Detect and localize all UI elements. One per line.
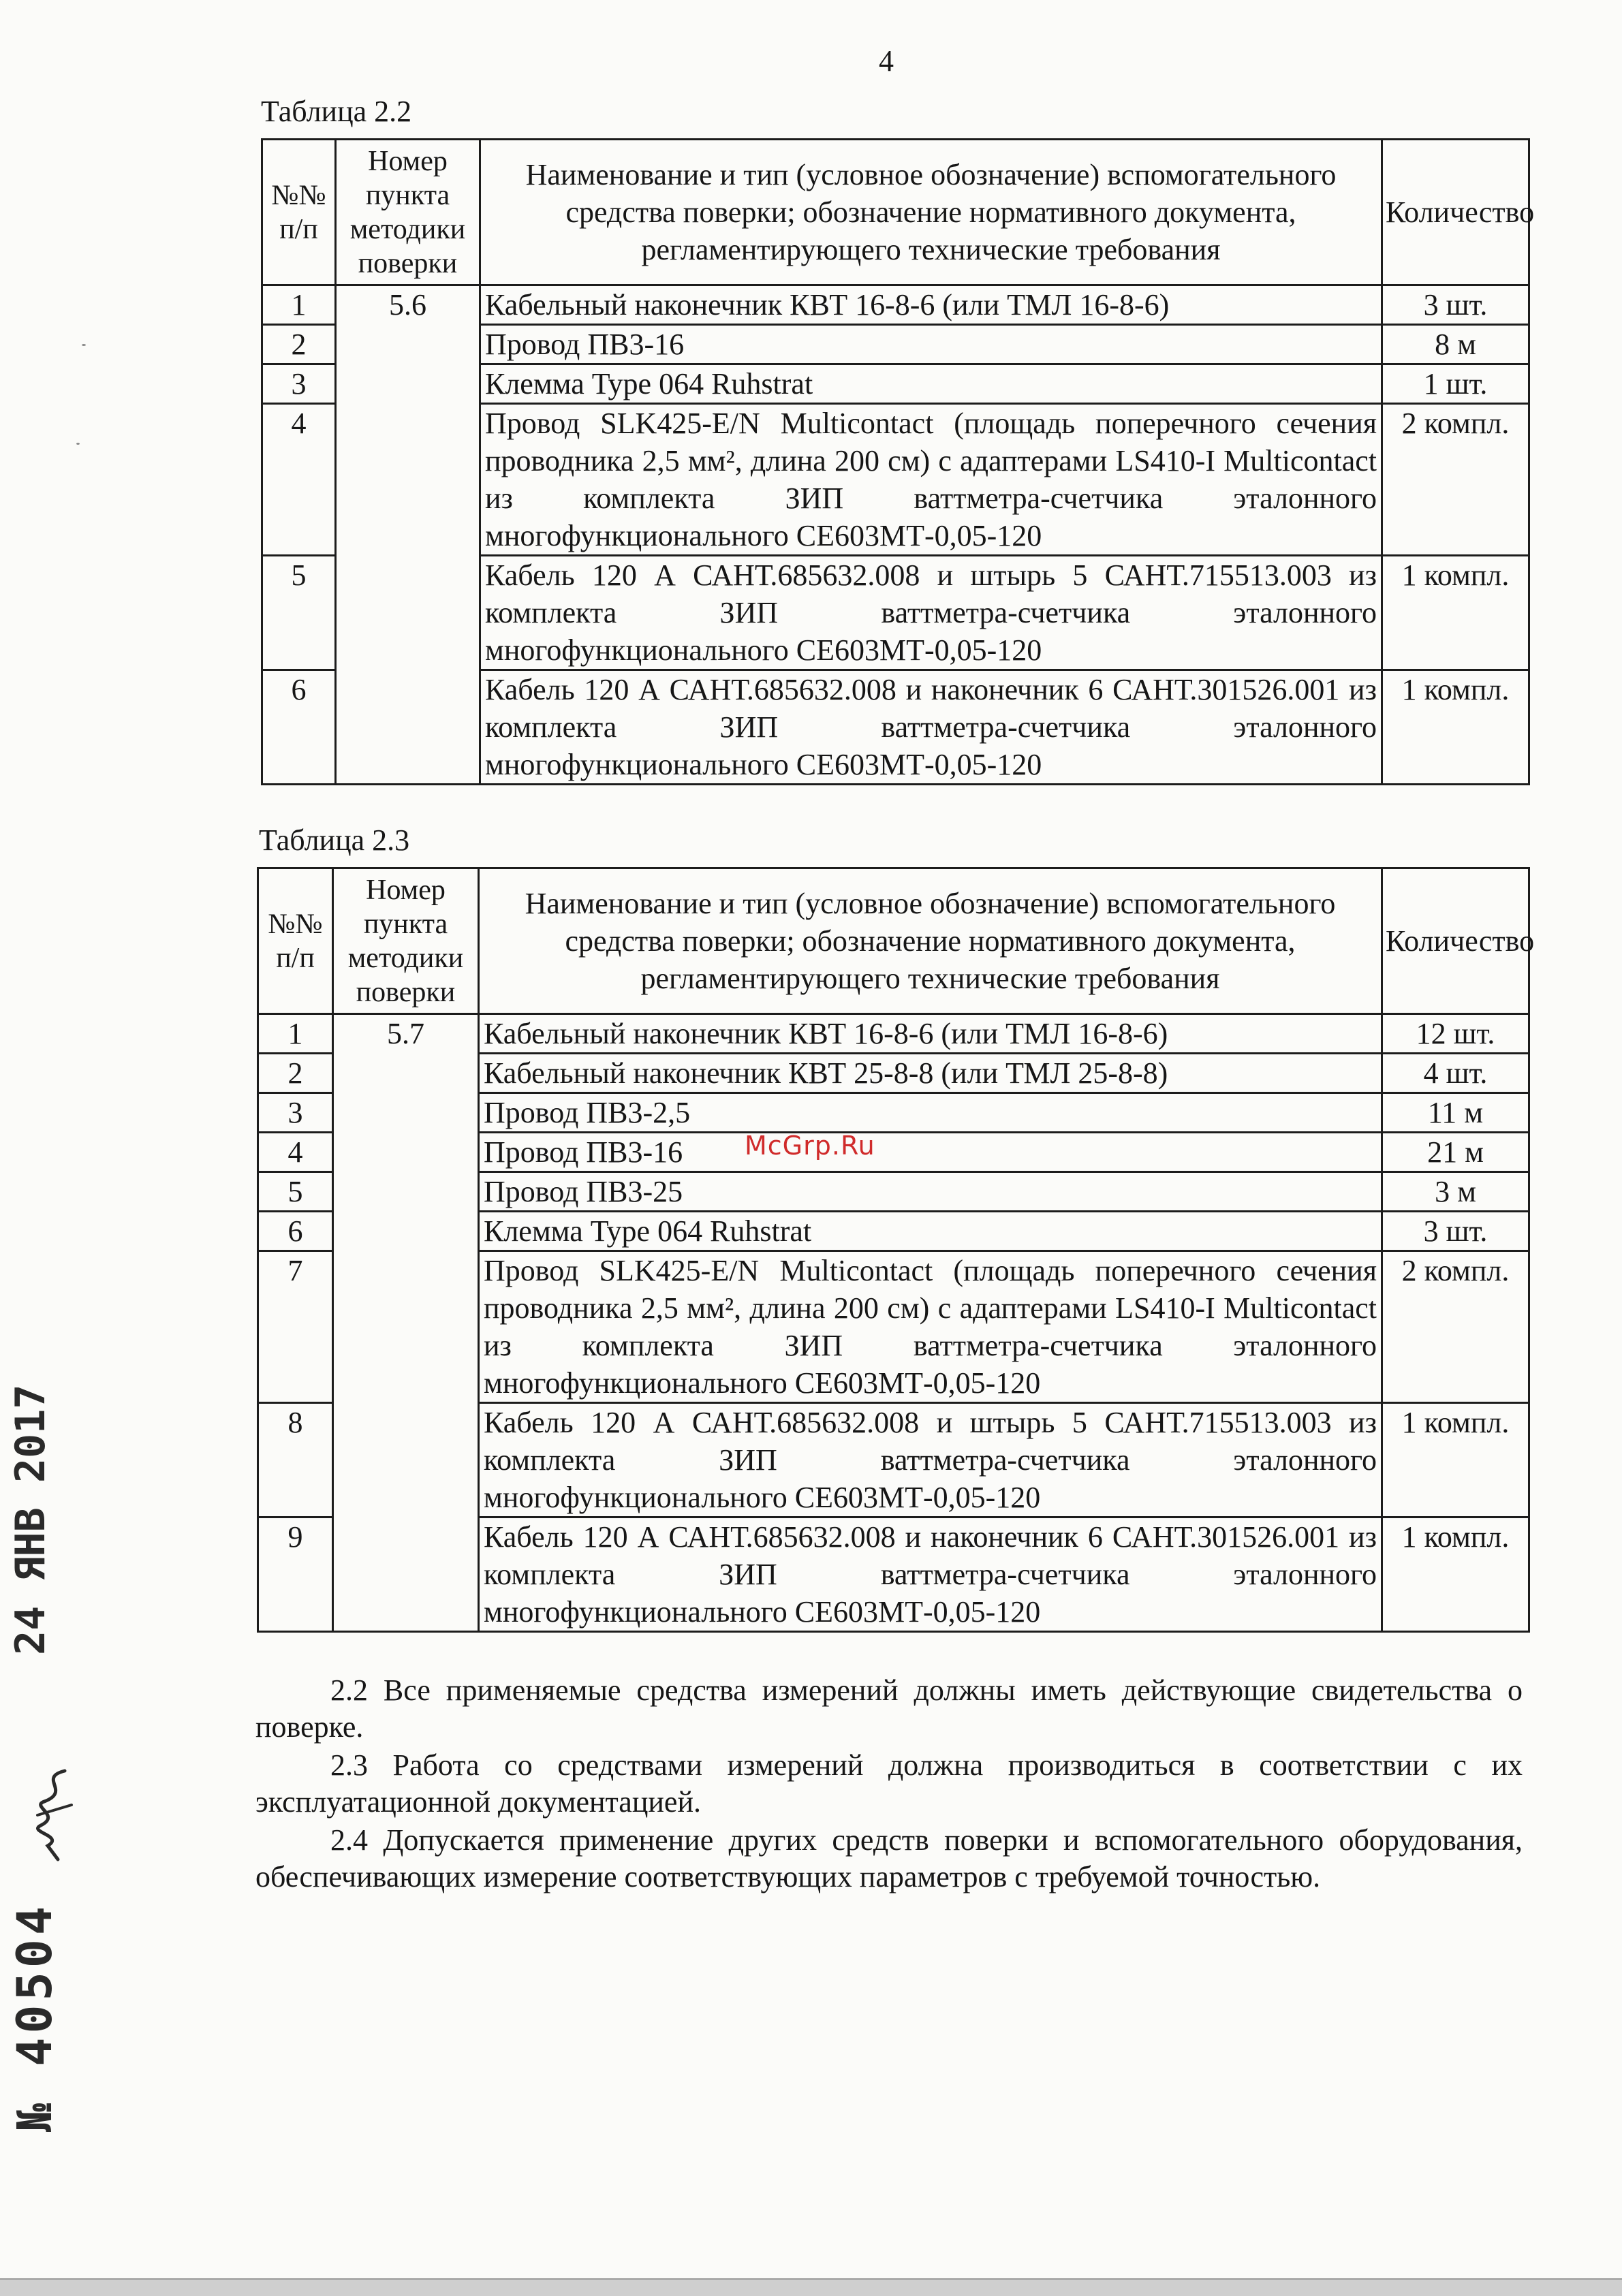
method-item: 5.6 [336, 285, 480, 785]
header-method-item: Номер пункта методики поверки [336, 140, 480, 285]
row-num: 9 [258, 1517, 333, 1632]
row-num: 7 [258, 1251, 333, 1403]
table-2-3 [257, 867, 1535, 1633]
row-qty: 2 компл. [1382, 404, 1529, 556]
row-num: 6 [258, 1212, 333, 1251]
row-num: 2 [262, 325, 336, 364]
table-2-2 [261, 138, 1535, 785]
row-qty: 2 компл. [1382, 1251, 1529, 1403]
row-name: Провод SLK425-E/N Multicontact (площадь поперечного сечения проводника 2,5 мм², длина 200 см) с адаптерами LS410-I Multicontact из комплекта ЗИП ваттметра-счетчика эталонного многофункционального СЕ603МТ-0,05-120 [480, 404, 1382, 556]
row-qty: 1 компл. [1382, 556, 1529, 670]
row-qty: 3 шт. [1382, 285, 1529, 325]
row-qty: 4 шт. [1382, 1054, 1529, 1093]
scan-speck [76, 443, 80, 445]
row-qty: 1 компл. [1382, 1517, 1529, 1632]
header-qty: Количество [1382, 868, 1529, 1014]
stamp-number: № 40504 [7, 1902, 63, 2132]
table-2-2-caption: Таблица 2.2 [261, 95, 412, 128]
stamp-date: 24 ЯНВ 2017 [7, 1384, 54, 1655]
row-num: 3 [262, 364, 336, 404]
watermark: McGrp.Ru [745, 1131, 875, 1161]
row-num: 3 [258, 1093, 333, 1133]
row-qty: 1 компл. [1382, 670, 1529, 785]
row-num: 5 [262, 556, 336, 670]
row-name: Провод ПВ3-16 [479, 1133, 1382, 1172]
row-name: Провод SLK425-E/N Multicontact (площадь поперечного сечения проводника 2,5 мм², длина 200 см) с адаптерами LS410-I Multicontact из комплекта ЗИП ваттметра-счетчика эталонного многофункционального СЕ603МТ-0,05-120 [479, 1251, 1382, 1403]
header-num: №№ п/п [262, 140, 336, 285]
signature-icon [24, 1764, 85, 1866]
row-num: 4 [262, 404, 336, 556]
row-name: Кабель 120 А САНТ.685632.008 и штырь 5 САНТ.715513.003 из комплекта ЗИП ваттметра-счетчика эталонного многофункционального СЕ603МТ-0,05-120 [480, 556, 1382, 670]
table-row [258, 1014, 1529, 1054]
paragraph-2-2: 2.2 Все применяемые средства измерений должны иметь действующие свидетельства о поверке. [255, 1673, 1523, 1744]
row-qty: 8 м [1382, 325, 1529, 364]
scan-edge [0, 2278, 1622, 2296]
row-qty: 12 шт. [1382, 1014, 1529, 1054]
row-name: Кабель 120 А САНТ.685632.008 и наконечник 6 САНТ.301526.001 из комплекта ЗИП ваттметра-счетчика эталонного многофункционального СЕ603МТ-0,05-120 [480, 670, 1382, 785]
table-row [262, 285, 1529, 325]
page-number: 4 [879, 44, 894, 78]
row-name: Кабель 120 А САНТ.685632.008 и штырь 5 САНТ.715513.003 из комплекта ЗИП ваттметра-счетчика эталонного многофункционального СЕ603МТ-0,05-120 [479, 1403, 1382, 1517]
paragraph-2-3: 2.3 Работа со средствами измерений должна производиться в соответствии с их эксплуатационной документацией. [255, 1748, 1523, 1819]
paragraph-2-4: 2.4 Допускается применение других средств поверки и вспомогательного оборудования, обеспечивающих измерение соответствующих параметров с требуемой точностью. [255, 1823, 1523, 1893]
row-num: 2 [258, 1054, 333, 1093]
header-name: Наименование и тип (условное обозначение) вспомогательного средства поверки; обозначение нормативного документа, регламентирующего технические требования [479, 868, 1382, 1014]
header-qty: Количество [1382, 140, 1529, 285]
header-num: №№ п/п [258, 868, 333, 1014]
row-num: 1 [262, 285, 336, 325]
row-num: 6 [262, 670, 336, 785]
body-text [255, 1672, 1523, 1897]
row-name: Клемма Type 064 Ruhstrat [479, 1212, 1382, 1251]
row-qty: 21 м [1382, 1133, 1529, 1172]
row-name: Кабельный наконечник КВТ 16-8-6 (или ТМЛ 16-8-6) [479, 1014, 1382, 1054]
row-name: Провод ПВ3-16 [480, 325, 1382, 364]
row-name: Кабельный наконечник КВТ 25-8-8 (или ТМЛ 25-8-8) [479, 1054, 1382, 1093]
row-qty: 3 м [1382, 1172, 1529, 1212]
row-name: Клемма Type 064 Ruhstrat [480, 364, 1382, 404]
row-qty: 3 шт. [1382, 1212, 1529, 1251]
method-item: 5.7 [333, 1014, 479, 1632]
row-num: 4 [258, 1133, 333, 1172]
row-name: Кабель 120 А САНТ.685632.008 и наконечник 6 САНТ.301526.001 из комплекта ЗИП ваттметра-счетчика эталонного многофункционального СЕ603МТ-0,05-120 [479, 1517, 1382, 1632]
row-qty: 11 м [1382, 1093, 1529, 1133]
row-qty: 1 компл. [1382, 1403, 1529, 1517]
row-name: Кабельный наконечник КВТ 16-8-6 (или ТМЛ 16-8-6) [480, 285, 1382, 325]
row-name: Провод ПВ3-25 [479, 1172, 1382, 1212]
scan-speck [82, 344, 86, 346]
row-name: Провод ПВ3-2,5 [479, 1093, 1382, 1133]
row-qty: 1 шт. [1382, 364, 1529, 404]
header-name: Наименование и тип (условное обозначение) вспомогательного средства поверки; обозначение нормативного документа, регламентирующего технические требования [480, 140, 1382, 285]
table-2-3-caption: Таблица 2.3 [259, 823, 410, 857]
row-num: 1 [258, 1014, 333, 1054]
row-num: 5 [258, 1172, 333, 1212]
header-method-item: Номер пункта методики поверки [333, 868, 479, 1014]
row-num: 8 [258, 1403, 333, 1517]
